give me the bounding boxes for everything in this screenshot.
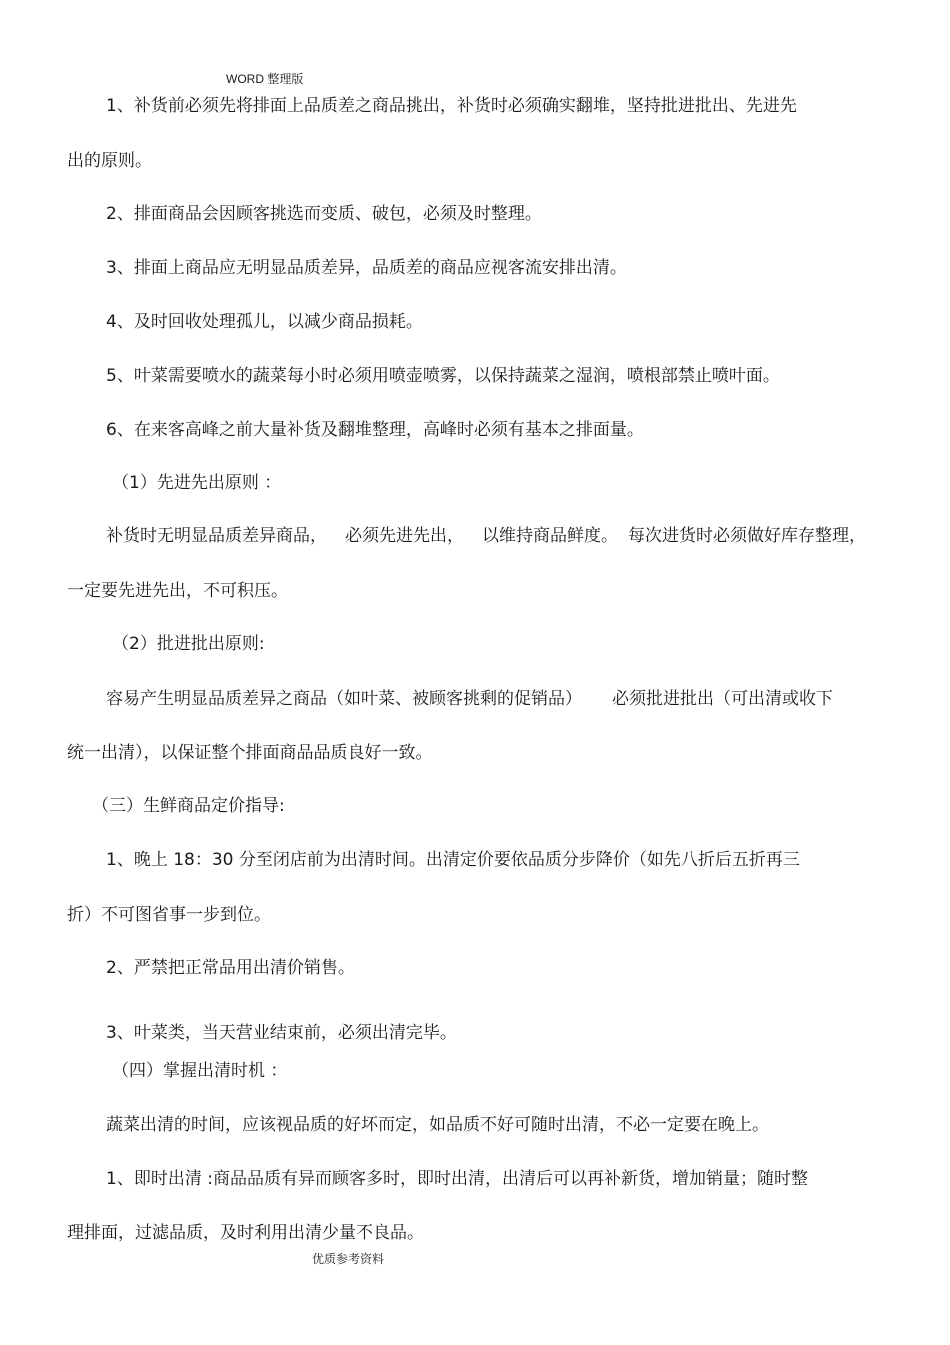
paragraph-line-16: 折）不可图省事一步到位。	[67, 905, 271, 925]
paragraph-line-6: 5、叶菜需要喷水的蔬菜每小时必须用喷壶喷雾，以保持蔬菜之湿润，喷根部禁止喷叶面。	[106, 366, 780, 386]
line-9-part-b: 必须先进先出，	[345, 526, 464, 546]
page-header-watermark: WORD 整理版	[226, 72, 304, 86]
section-heading-clearance-timing: （四）掌握出清时机 ：	[112, 1061, 288, 1081]
paragraph-line-17: 2、严禁把正常品用出清价销售。	[106, 958, 355, 978]
paragraph-line-10: 一定要先进先出，不可积压。	[67, 581, 288, 601]
paragraph-line-5: 4、及时回收处理孤儿，以减少商品损耗。	[106, 312, 423, 332]
subheading-batch: （2）批进批出原则:	[112, 634, 265, 654]
paragraph-line-18: 3、叶菜类，当天营业结束前，必须出清完毕。	[106, 1023, 457, 1043]
paragraph-line-12	[106, 688, 833, 710]
section-heading-pricing: （三）生鲜商品定价指导:	[92, 796, 285, 816]
line-12-part-b: 必须批进批出（可出清或收下	[612, 689, 833, 709]
paragraph-line-21: 1、即时出清 :商品品质有异而顾客多时，即时出清，出清后可以再补新货，增加销量；随时整	[106, 1169, 808, 1189]
paragraph-line-15: 1、晚上 18：30 分至闭店前为出清时间。出清定价要依品质分步降价（如先八折后五折再三	[106, 850, 800, 870]
paragraph-line-7: 6、在来客高峰之前大量补货及翻堆整理，高峰时必须有基本之排面量。	[106, 420, 644, 440]
paragraph-line-22: 理排面，过滤品质，及时利用出清少量不良品。	[67, 1223, 424, 1243]
paragraph-line-2: 出的原则。	[67, 151, 152, 171]
line-9-part-d: 每次进货时必须做好库存整理，	[628, 526, 866, 546]
paragraph-line-4: 3、排面上商品应无明显品质差异，品质差的商品应视客流安排出清。	[106, 258, 627, 278]
line-12-part-a: 容易产生明显品质差异之商品（如叶菜、被顾客挑剩的促销品）	[106, 689, 582, 709]
paragraph-line-1: 1、补货前必须先将排面上品质差之商品挑出，补货时必须确实翻堆，坚持批进批出、先进先	[106, 96, 797, 116]
paragraph-line-9	[106, 525, 866, 547]
line-9-part-c: 以维持商品鲜度。	[482, 526, 618, 546]
line-9-part-a: 补货时无明显品质差异商品，	[106, 526, 327, 546]
paragraph-line-3: 2、排面商品会因顾客挑选而变质、破包，必须及时整理。	[106, 204, 542, 224]
paragraph-line-20: 蔬菜出清的时间，应该视品质的好坏而定，如品质不好可随时出清，不必一定要在晚上。	[106, 1115, 769, 1135]
subheading-fifo: （1）先进先出原则 ：	[112, 473, 282, 493]
paragraph-line-13: 统一出清），以保证整个排面商品品质良好一致。	[67, 743, 433, 763]
page-footer-watermark: 优质参考资料	[312, 1252, 385, 1266]
